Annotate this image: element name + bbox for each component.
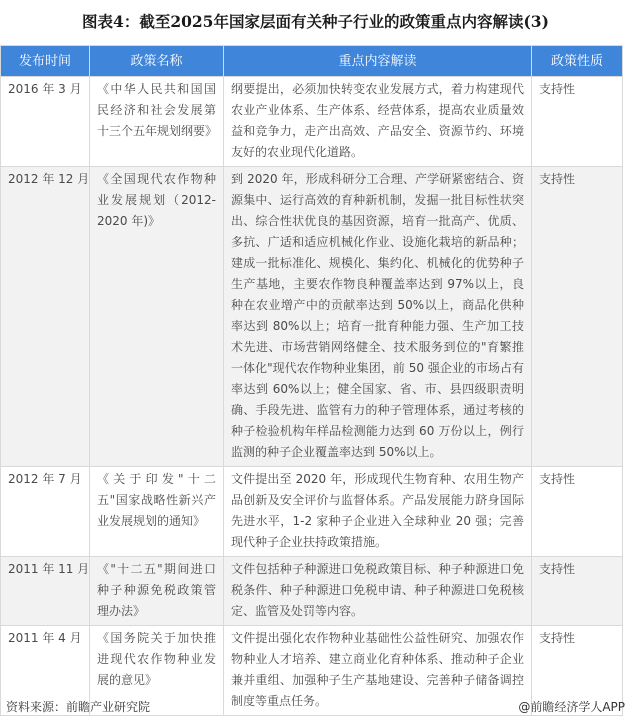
cell-date: 2012 年 7 月 [1,467,90,557]
cell-policy-name: 《关于印发"十二五"国家战略性新兴产业发展规划的通知》 [90,467,224,557]
policy-table [0,45,623,716]
header-date: 发布时间 [1,46,90,77]
cell-policy-name: 《中华人民共和国国民经济和社会发展第十三个五年规划纲要》 [90,77,224,167]
table-row [1,77,623,167]
cell-date: 2016 年 3 月 [1,77,90,167]
cell-content: 纲要提出，必须加快转变农业发展方式，着力构建现代农业产业体系、生产体系、经营体系，提高农业质量效益和竞争力，走产出高效、产品安全、资源节约、环境友好的农业现代化道路。 [224,77,532,167]
table-row [1,167,623,467]
cell-policy-name: 《全国现代农作物种业发展规划（2012-2020 年)》 [90,167,224,467]
cell-date: 2011 年 11 月 [1,557,90,626]
cell-policy-name: 《国务院关于加快推进现代农作物种业发展的意见》 [90,626,224,716]
cell-content: 文件包括种子种源进口免税政策目标、种子种源进口免税条件、种子种源进口免税申请、种子种源进口免税核定、监管及处罚等内容。 [224,557,532,626]
cell-date: 2011 年 4 月 [1,626,90,716]
cell-policy-name: 《"十二五"期间进口种子种源免税政策管理办法》 [90,557,224,626]
source-note: 资料来源：前瞻产业研究院 [6,700,151,714]
table-row [1,557,623,626]
cell-date: 2012 年 12 月 [1,167,90,467]
cell-content: 到 2020 年，形成科研分工合理、产学研紧密结合、资源集中、运行高效的育种新机制，发掘一批目标性状突出、综合性状优良的基因资源，培育一批高产、优质、多抗、广适和适应机械化作业、设施化栽培的新品种；建成一批标准化、规模化、集约化、机械化的优势种子生产基地，主要农作物良种覆盖率达到 97%以上，良种在农业增产中的贡献率达到 50%以上，商品化供种率达到 80%以上；培育一批育种能力强、生产加工技术先进、市场营销网络健全、技术服务到位的"育繁推一体化"现代农作物种业集团，前 50 强企业的市场占有率达到 60%以上；健全国家、省、市、县四级职责明确、手段先进、监管有力的种子管理体系，通过考核的种子检验机构年样品检测能力达到 60 万份以上，例行监测的种子企业覆盖率达到 50%以上。 [224,167,532,467]
cell-content: 文件提出至 2020 年，形成现代生物育种、农用生物产品创新及安全评价与监督体系。产品发展能力跻身国际先进水平，1-2 家种子企业进入全球种业 20 强；完善现代种子企业扶持政策措施。 [224,467,532,557]
table-row [1,467,623,557]
cell-nature: 支持性 [532,467,623,557]
chart-title: 图表4：截至2025年国家层面有关种子行业的政策重点内容解读(3) [82,12,549,31]
cell-content: 文件提出强化农作物种业基础性公益性研究、加强农作物种业人才培养、建立商业化育种体系、推动种子企业兼并重组、加强种子生产基地建设、完善种子储备调控制度等重点任务。 [224,626,532,716]
cell-nature: 支持性 [532,626,623,716]
header-nature: 政策性质 [532,46,623,77]
header-policy-name: 政策名称 [90,46,224,77]
cell-nature: 支持性 [532,557,623,626]
table-header-row [1,46,623,77]
cell-nature: 支持性 [532,167,623,467]
credit-note: @前瞻经济学人APP [518,700,625,714]
cell-nature: 支持性 [532,77,623,167]
header-content: 重点内容解读 [224,46,532,77]
